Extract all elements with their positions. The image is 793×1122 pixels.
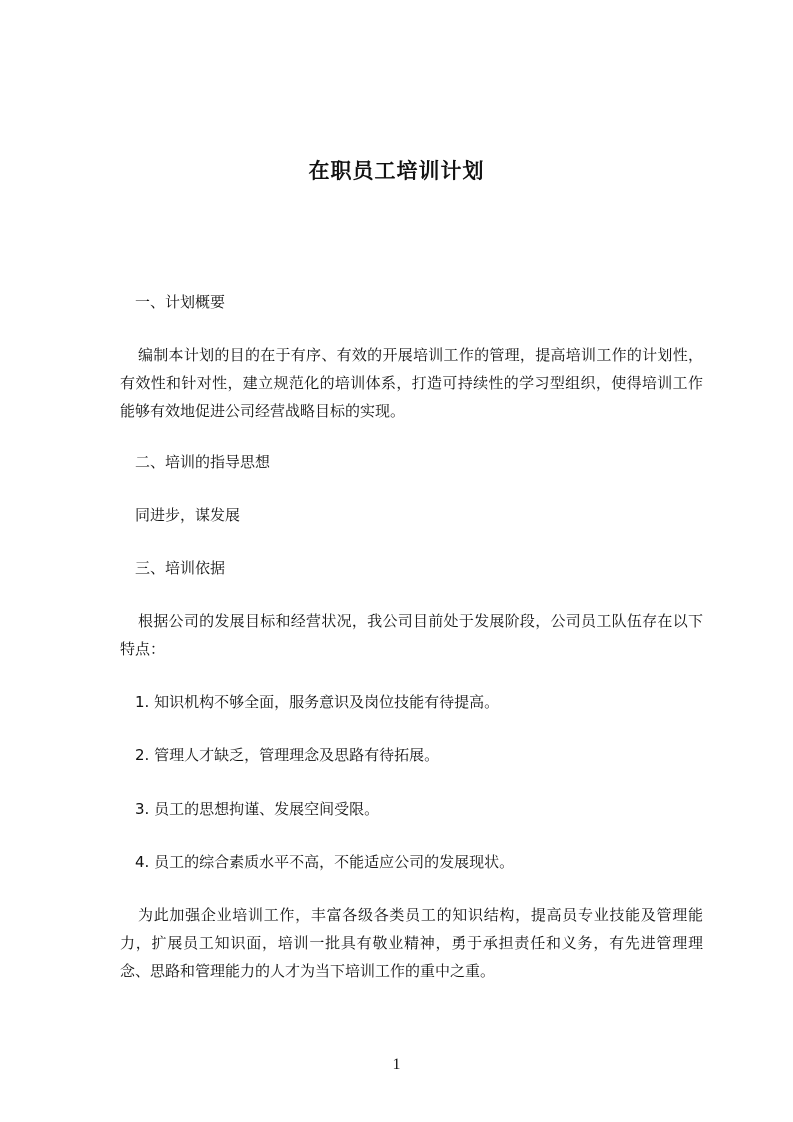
list-item: 3. 员工的思想拘谨、发展空间受限。 <box>135 800 380 818</box>
paragraph-closing: 为此加强企业培训工作，丰富各级各类员工的知识结构，提高员专业技能及管理能力，扩展员工知识面，培训一批具有敬业精神，勇于承担责任和义务，有先进管理理念、思路和管理能力的人才为当下培训工作的重中之重。 <box>120 906 703 980</box>
document-title: 在职员工培训计划 <box>308 159 485 184</box>
paragraph-training-basis: 根据公司的发展目标和经营状况，我公司目前处于发展阶段，公司员工队伍存在以下特点： <box>120 612 703 658</box>
section-heading-plan-overview: 一、计划概要 <box>135 293 226 311</box>
section-heading-training-basis: 三、培训依据 <box>135 559 226 577</box>
list-item: 2. 管理人才缺乏，管理理念及思路有待拓展。 <box>135 746 440 764</box>
list-item: 4. 员工的综合素质水平不高，不能适应公司的发展现状。 <box>135 853 515 871</box>
list-item: 1. 知识机构不够全面，服务意识及岗位技能有待提高。 <box>135 693 500 711</box>
paragraph-guiding-idea: 同进步，谋发展 <box>135 506 241 524</box>
paragraph-plan-overview: 编制本计划的目的在于有序、有效的开展培训工作的管理，提高培训工作的计划性，有效性和针对性，建立规范化的培训体系，打造可持续性的学习型组织，使得培训工作能够有效地促进公司经营战略目标的实现。 <box>120 346 703 420</box>
page-number: 1 <box>392 1056 401 1073</box>
section-heading-guiding-idea: 二、培训的指导思想 <box>135 453 271 471</box>
